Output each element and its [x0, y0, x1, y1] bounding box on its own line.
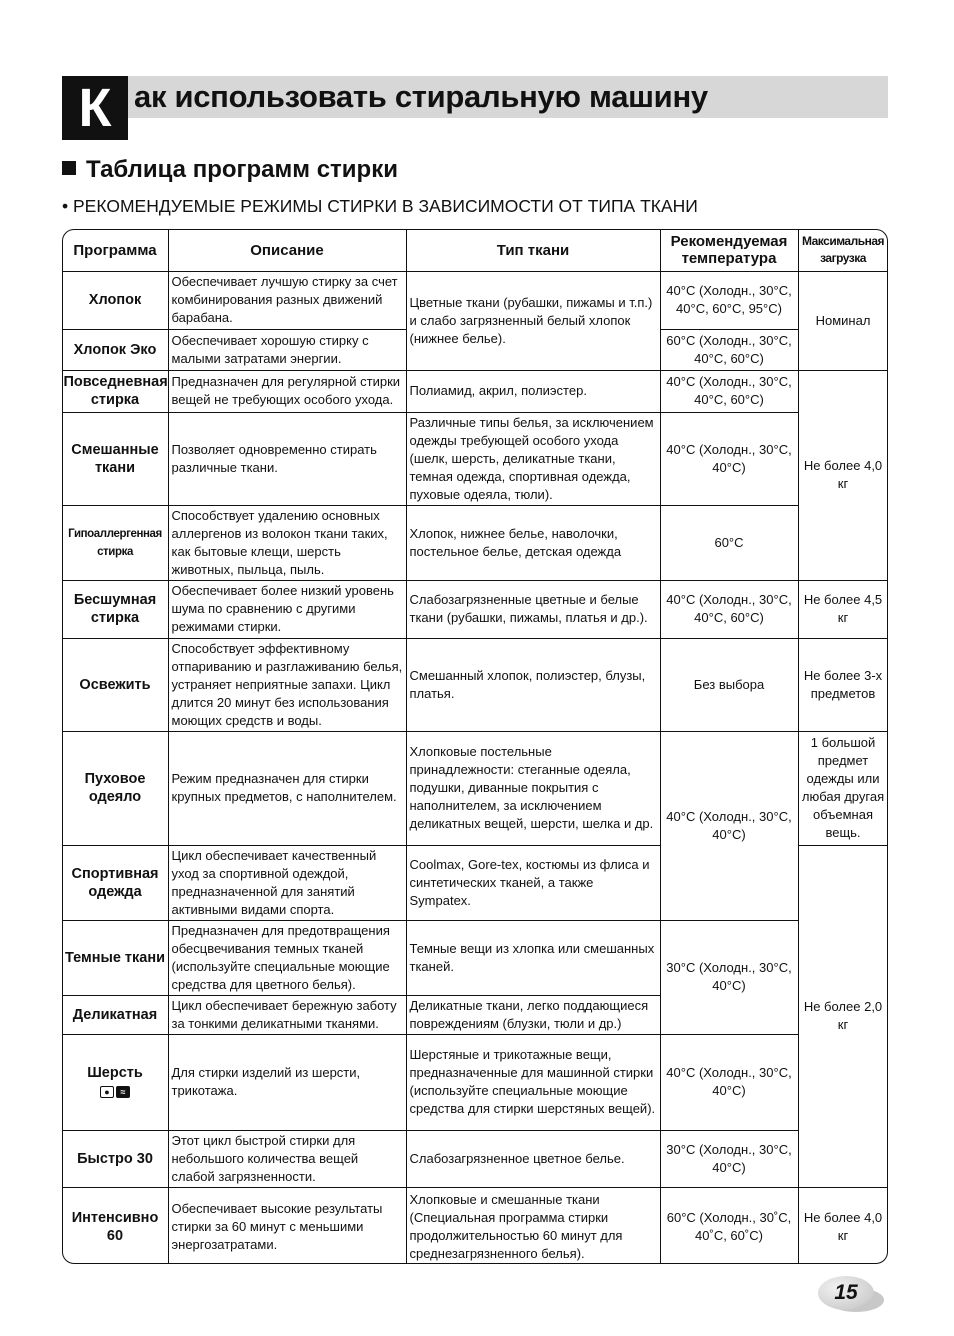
table-row: [62, 638, 888, 731]
program-description: Для стирки изделий из шерсти, трикотажа.: [168, 1034, 406, 1130]
program-name: Интенсивно 60: [62, 1187, 168, 1264]
temperature: 40°C (Холодн., 30°C, 40°C, 60°C): [660, 580, 798, 638]
program-description: Способствует эффективному отпариванию и разглаживанию белья, устраняет неприятные запахи. Цикл длится 20 минут без использования моющих средств и воды.: [168, 638, 406, 731]
header-temperature: Рекомендуемая температура: [660, 229, 798, 271]
program-name: Повседневная стирка: [62, 370, 168, 412]
temperature: 40°C (Холодн., 30°C, 40°C): [660, 1034, 798, 1130]
header-fabric: Тип ткани: [406, 229, 660, 271]
program-table: [62, 229, 888, 1264]
page-number-badge: [814, 1274, 888, 1314]
program-name: Пуховое одеяло: [62, 731, 168, 845]
program-name: [62, 1034, 168, 1130]
max-load: Номинал: [798, 271, 888, 370]
temperature: Без выбора: [660, 638, 798, 731]
program-name: Спортивная одежда: [62, 845, 168, 920]
temperature: 30°C (Холодн., 30°C, 40°C): [660, 1130, 798, 1187]
fabric-type: Хлопковые и смешанные ткани (Специальная программа стирки продолжительностью 60 минут для среднезагрязненного белья).: [406, 1187, 660, 1264]
fabric-type: Деликатные ткани, легко поддающиеся повреждениям (блузки, тюли и др.): [406, 995, 660, 1034]
temperature: 60°C (Холодн., 30˚C, 40˚C, 60˚C): [660, 1187, 798, 1264]
header-initial-letter: К: [62, 76, 128, 140]
program-description: Обеспечивает лучшую стирку за счет комбинирования разных движений барабана.: [168, 271, 406, 329]
max-load: Не более 4,0 кг: [798, 370, 888, 580]
section-title-text: Таблица программ стирки: [86, 156, 398, 183]
section-title: [62, 156, 398, 184]
fabric-type: Шерстяные и трикотажные вещи, предназначенные для машинной стирки (используйте специальные моющие средства для стирки шерстяных вещей).: [406, 1034, 660, 1130]
fabric-type: Различные типы белья, за исключением одежды требующей особого ухода (шелк, шерсть, деликатные ткани, темная одежда, спортивная одежда, пуховые одеяла, тюли).: [406, 412, 660, 505]
program-description: Обеспечивает высокие результаты стирки за 60 минут с меньшими энергозатратами.: [168, 1187, 406, 1264]
table-row: [62, 271, 888, 329]
program-name-text: Шерсть: [87, 1065, 143, 1081]
page-title: ак использовать стиральную машину: [134, 79, 708, 114]
temperature: 30°C (Холодн., 30°C, 40°C): [660, 920, 798, 1034]
program-description: Обеспечивает хорошую стирку с малыми затратами энергии.: [168, 329, 406, 370]
program-description: Цикл обеспечивает бережную заботу за тонкими деликатными тканями.: [168, 995, 406, 1034]
table-row: [62, 1034, 888, 1130]
program-description: Цикл обеспечивает качественный уход за спортивной одеждой, предназначенной для занятий активными видами спорта.: [168, 845, 406, 920]
table-header-row: [62, 229, 888, 271]
temperature: 40°C (Холодн., 30°C, 40°C): [660, 731, 798, 920]
wool-care-icons: [100, 1086, 130, 1098]
table-row: [62, 1130, 888, 1187]
program-name: Освежить: [62, 638, 168, 731]
max-load: Не более 4,5 кг: [798, 580, 888, 638]
max-load: Не более 4,0 кг: [798, 1187, 888, 1264]
header-description: Описание: [168, 229, 406, 271]
program-name: Быстро 30: [62, 1130, 168, 1187]
fabric-type: Хлопковые постельные принадлежности: стеганные одеяла, подушки, диванные покрытия с наполнителем, за исключением деликатных вещей, шерсти, шелка и др.: [406, 731, 660, 845]
program-description: Позволяет одновременно стирать различные ткани.: [168, 412, 406, 505]
program-description: Способствует удалению основных аллергенов из волокон ткани таких, как бытовые клещи, шерсть животных, пыльца, пыль.: [168, 505, 406, 580]
program-description: Режим предназначен для стирки крупных предметов, с наполнителем.: [168, 731, 406, 845]
fabric-type: Хлопок, нижнее белье, наволочки, постельное белье, детская одежда: [406, 505, 660, 580]
section-subtitle: • РЕКОМЕНДУЕМЫЕ РЕЖИМЫ СТИРКИ В ЗАВИСИМОСТИ ОТ ТИПА ТКАНИ: [62, 196, 698, 216]
fabric-type: Coolmax, Gore-tex, костюмы из флиса и синтетических тканей, а также Sympatex.: [406, 845, 660, 920]
table-row: [62, 731, 888, 845]
temperature: 40°C (Холодн., 30°C, 40°C, 60°C, 95°C): [660, 271, 798, 329]
program-name: Гипоаллергенная стирка: [62, 505, 168, 580]
program-name: Деликатная: [62, 995, 168, 1034]
square-bullet-icon: [62, 161, 76, 175]
program-name: Смешанные ткани: [62, 412, 168, 505]
table-row: [62, 1187, 888, 1264]
table-row: [62, 505, 888, 580]
program-description: Обеспечивает более низкий уровень шума по сравнению с другими режимами стирки.: [168, 580, 406, 638]
program-description: Предназначен для предотвращения обесцвечивания темных тканей (используйте специальные моющие средства для цветного белья).: [168, 920, 406, 995]
temperature: 40°C (Холодн., 30°C, 40°C, 60°C): [660, 370, 798, 412]
table-row: [62, 920, 888, 995]
program-name: Бесшумная стирка: [62, 580, 168, 638]
program-description: Предназначен для регулярной стирки вещей не требующих особого ухода.: [168, 370, 406, 412]
program-description: Этот цикл быстрой стирки для небольшого количества вещей слабой загрязненности.: [168, 1130, 406, 1187]
temperature: 60°C (Холодн., 30°C, 40°C, 60°C): [660, 329, 798, 370]
fabric-type: Цветные ткани (рубашки, пижамы и т.п.) и слабо загрязненный белый хлопок (нижнее белье).: [406, 271, 660, 370]
temperature: 40°C (Холодн., 30°C, 40°C): [660, 412, 798, 505]
header-max-load: Максимальная загрузка: [798, 229, 888, 271]
program-name: Хлопок: [62, 271, 168, 329]
program-table-frame: [62, 229, 888, 1264]
fabric-type: Слабозагрязненное цветное белье.: [406, 1130, 660, 1187]
hand-wash-icon: ≈: [116, 1086, 130, 1098]
temperature: 60°C: [660, 505, 798, 580]
program-name: Хлопок Эко: [62, 329, 168, 370]
fabric-type: Темные вещи из хлопка или смешанных тканей.: [406, 920, 660, 995]
max-load: Не более 2,0 кг: [798, 845, 888, 1187]
table-row: [62, 580, 888, 638]
table-row: [62, 412, 888, 505]
page-number: 15: [834, 1281, 858, 1304]
fabric-type: Слабозагрязненные цветные и белые ткани (рубашки, пижамы, платья и др.).: [406, 580, 660, 638]
max-load: Не более 3-х предметов: [798, 638, 888, 731]
table-row: [62, 370, 888, 412]
header-program: Программа: [62, 229, 168, 271]
wool-mark-icon: ●: [100, 1086, 114, 1098]
fabric-type: Полиамид, акрил, полиэстер.: [406, 370, 660, 412]
program-name: Темные ткани: [62, 920, 168, 995]
fabric-type: Смешанный хлопок, полиэстер, блузы, платья.: [406, 638, 660, 731]
max-load: 1 большой предмет одежды или любая другая объемная вещь.: [798, 731, 888, 845]
